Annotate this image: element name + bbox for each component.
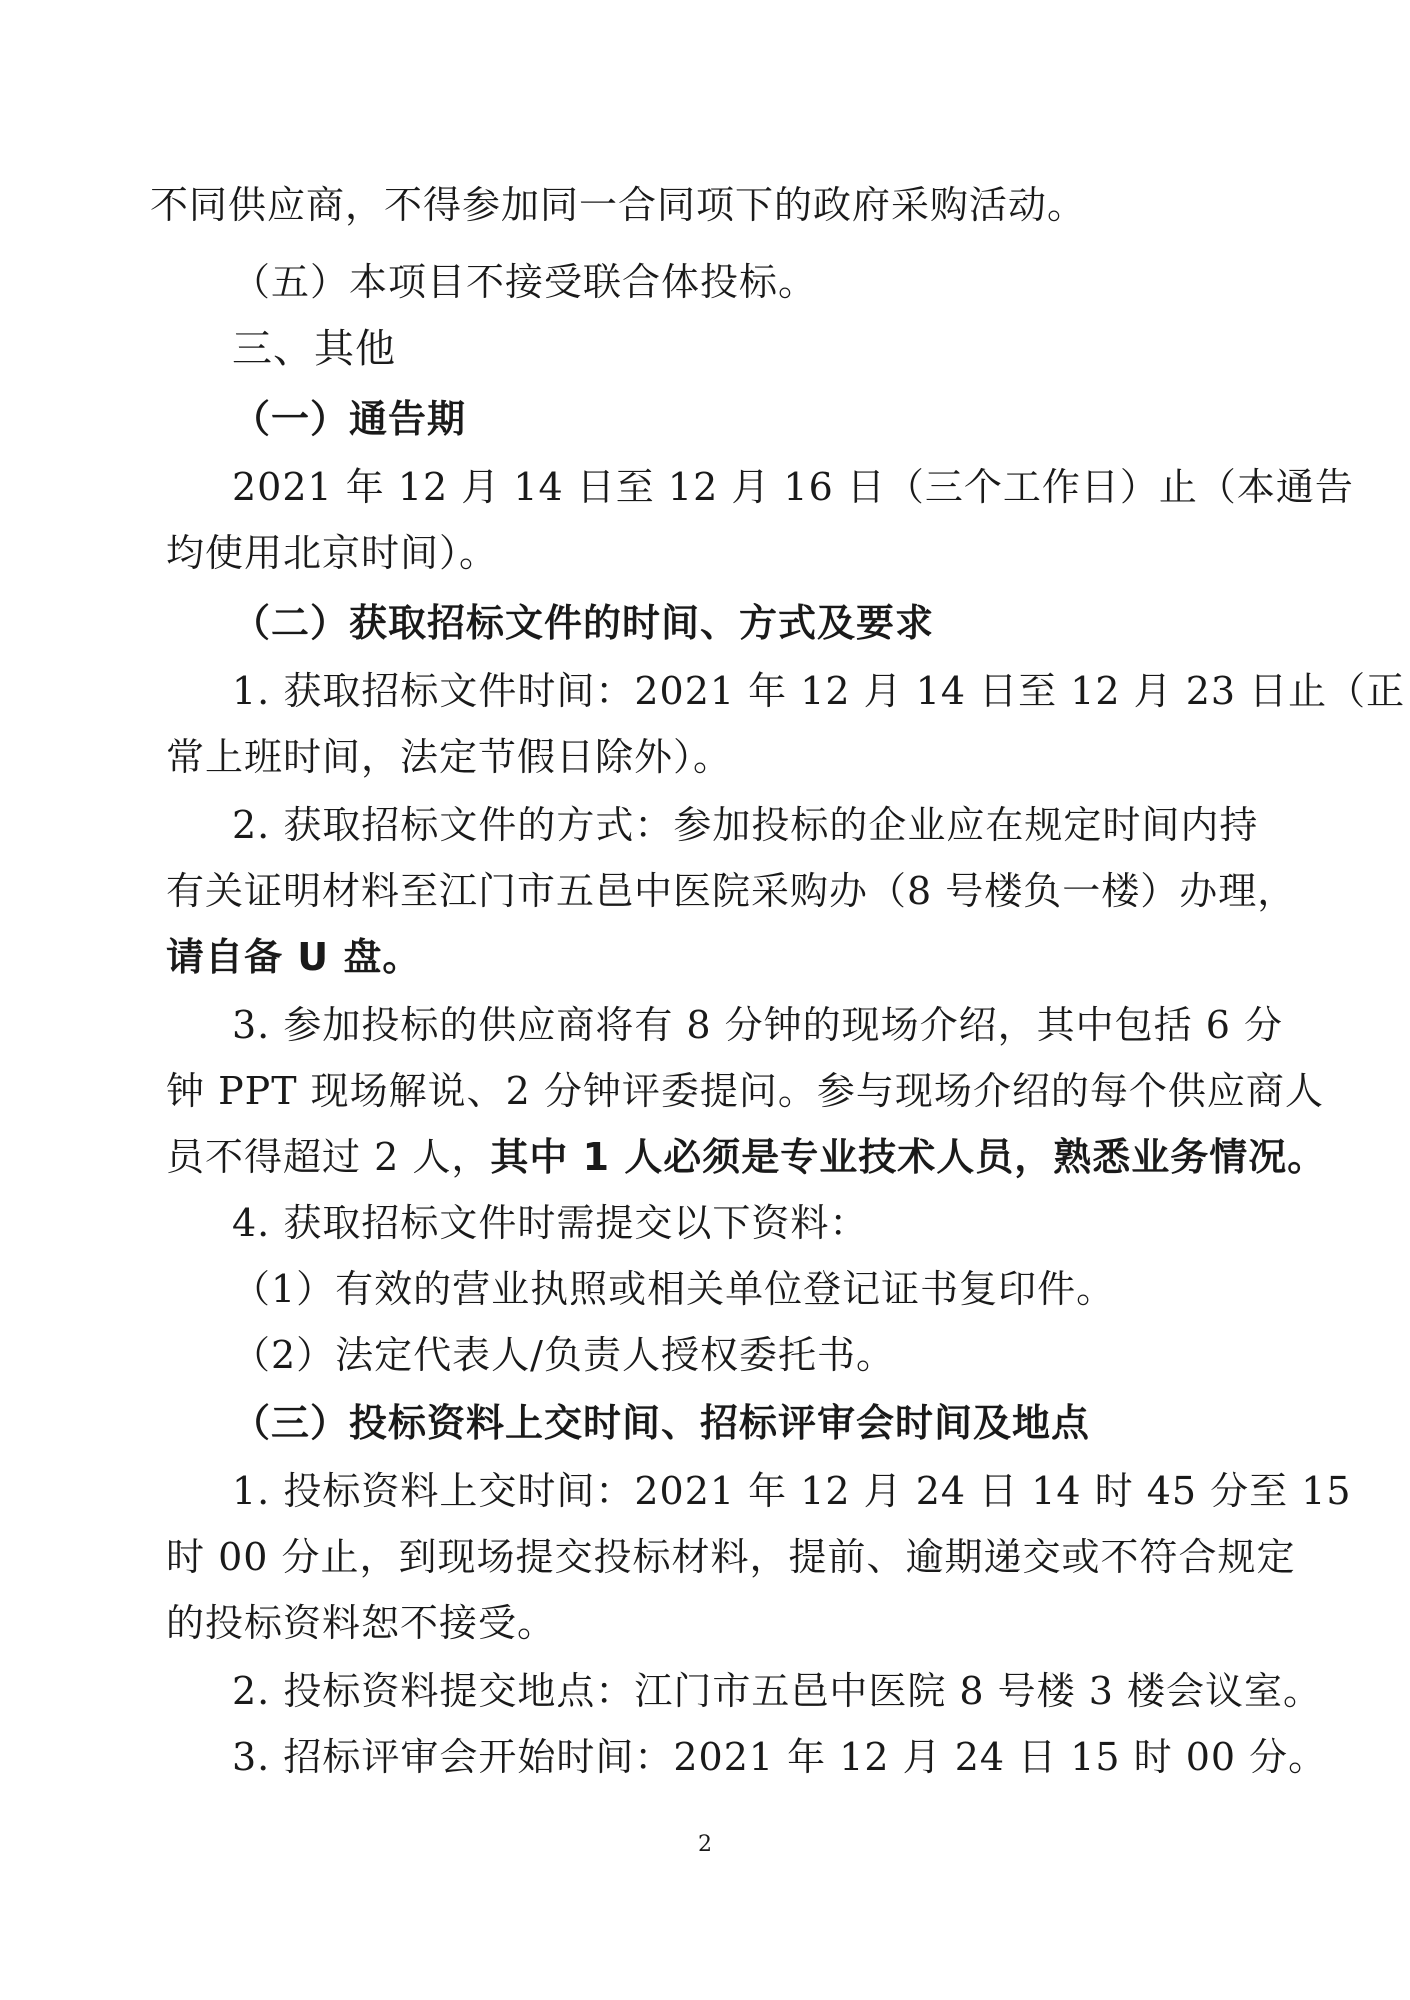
paragraph-line: 有关证明材料至江门市五邑中医院采购办（8 号楼负一楼）办理， (166, 869, 1297, 913)
paragraph-line: 时 00 分止，到现场提交投标材料，提前、逾期递交或不符合规定 (166, 1535, 1296, 1579)
paragraph-line: 3. 参加投标的供应商将有 8 分钟的现场介绍，其中包括 6 分 (232, 1003, 1284, 1047)
paragraph-line: （五）本项目不接受联合体投标。 (232, 260, 818, 304)
paragraph-line: 不同供应商，不得参加同一合同项下的政府采购活动。 (150, 183, 1087, 227)
paragraph-line: 2. 获取招标文件的方式：参加投标的企业应在规定时间内持 (232, 803, 1259, 847)
paragraph-line: 1. 获取招标文件时间：2021 年 12 月 14 日至 12 月 23 日止（正 (232, 669, 1406, 713)
paragraph-line: 4. 获取招标文件时需提交以下资料： (232, 1201, 869, 1245)
paragraph-line: 1. 投标资料上交时间：2021 年 12 月 24 日 14 时 45 分至 15 (232, 1469, 1352, 1513)
subsection-heading: （一）通告期 (232, 397, 467, 441)
paragraph-line-mixed (166, 1132, 1326, 1182)
subsection-heading: （三）投标资料上交时间、招标评审会时间及地点 (232, 1401, 1091, 1445)
section-heading: 三、其他 (232, 326, 396, 372)
paragraph-line: （1）有效的营业执照或相关单位登记证书复印件。 (232, 1267, 1116, 1311)
text-span-bold: 其中 1 人必须是专业技术人员，熟悉业务情况。 (490, 1135, 1327, 1179)
paragraph-line-bold: 请自备 U 盘。 (166, 935, 422, 979)
paragraph-line: 常上班时间，法定节假日除外）。 (166, 735, 733, 779)
page-number: 2 (698, 1832, 712, 1857)
subsection-heading: （二）获取招标文件的时间、方式及要求 (232, 601, 935, 645)
paragraph-line: 均使用北京时间）。 (166, 531, 499, 575)
paragraph-line: 钟 PPT 现场解说、2 分钟评委提问。参与现场介绍的每个供应商人 (166, 1069, 1324, 1113)
paragraph-line: 的投标资料恕不接受。 (166, 1601, 557, 1645)
paragraph-line: （2）法定代表人/负责人授权委托书。 (232, 1333, 895, 1377)
text-span: 员不得超过 2 人， (166, 1135, 491, 1179)
paragraph-line: 2021 年 12 月 14 日至 12 月 16 日（三个工作日）止（本通告 (232, 465, 1354, 509)
paragraph-line: 3. 招标评审会开始时间：2021 年 12 月 24 日 15 时 00 分。 (232, 1735, 1328, 1779)
paragraph-line: 2. 投标资料提交地点：江门市五邑中医院 8 号楼 3 楼会议室。 (232, 1669, 1323, 1713)
